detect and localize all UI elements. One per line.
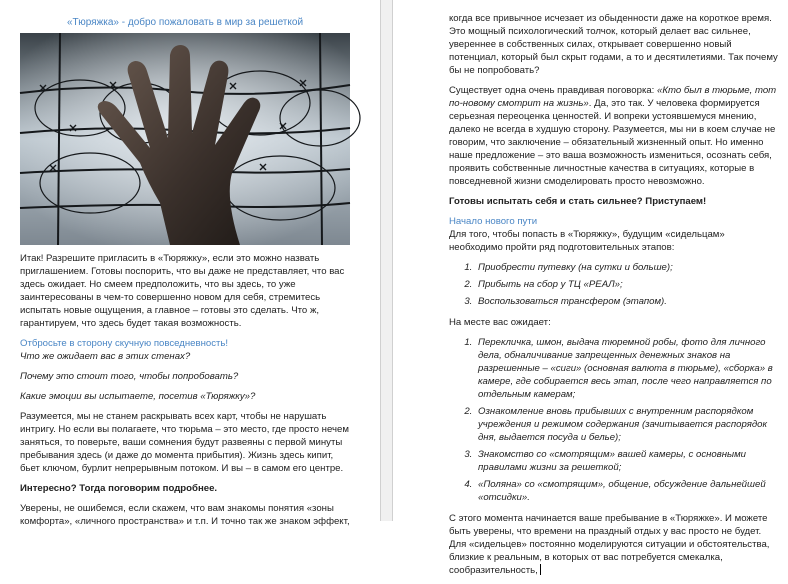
page-title: «Тюряжка» - добро пожаловать в мир за решеткой	[66, 17, 304, 28]
left-page	[0, 0, 380, 527]
steps-list	[449, 261, 781, 308]
bold-callout: Готовы испытать себя и стать сильнее? Приступаем!	[449, 196, 707, 207]
page-divider	[392, 0, 393, 521]
body-paragraph: Разумеется, мы не станем раскрывать всех карт, чтобы не нарушать интригу. Но если вы полагаете, что тюрьма – это место, где просто нечем заняться, то поверьте, ваши сомнения будут развеяны с первой минуты пребывания здесь (и даже до момента прибытия). Жизнь здесь кипит, бьет ключом, бурлит непрерывным потоком. И вы – в самом его центре.	[20, 411, 349, 474]
question-item: Почему это стоит того, чтобы попробовать?	[20, 371, 239, 382]
question-item: Что же ожидает вас в этих стенах?	[20, 351, 191, 362]
left-column-text	[20, 252, 350, 535]
proverb-paragraph: Существует одна очень правдивая поговорка: «Кто был в тюрьме, тот по-новому смотрит на жизнь». Да, это так. У человека формируется серьезная переоценка ценностей. И вопреки устоявшемуся мнению, далеко не всегда в худшую сторону. Разумеется, мы ни в коем случае не говорим, что заключение – обязательный жизненный опыт. Но именно наше предложение – это ваша возможность измениться, осознать себя, проявить собственные личностные качества в ситуациях, которые в повседневной жизни смоделировать просто невозможно.	[449, 85, 777, 187]
expectations-list	[449, 336, 781, 504]
question-item: Какие эмоции вы испытаете, посетив «Тюряжку»?	[20, 391, 256, 402]
intro-paragraph: Итак! Разрешите пригласить в «Тюряжку», если это можно назвать приглашением. Готовы поспорить, что вы даже не представляет, что вас здесь ожидает. Но смеем предположить, что вы здесь, то уже заинтересованы в чем-то совершенно новом для себя, стремитесь испытать новые ощущения, а главное – готовы это сделать. Что ж, гарантируем, что здесь будет такая возможность.	[20, 253, 345, 329]
list-item: 4. «Поляна» со «смотрящим», общение, обсуждение дальнейшей «отсидки».	[475, 478, 781, 504]
question-list	[20, 350, 350, 403]
body-paragraph[interactable]: С этого момента начинается ваше пребывание в «Тюряжке». И можете быть уверены, что времени на праздный отдых у вас просто не будет. Для «сидельцев» постоянно моделируются ситуации и обстоятельства, близкие к реальным, в которых от вас потребуется смекалка, сообразительность,	[449, 513, 770, 576]
body-paragraph: Уверены, не ошибемся, если скажем, что вам знакомы понятия «зоны комфорта», «личного пространства» и т.п. И точно так же знаком эффект,	[20, 503, 350, 527]
right-column-text	[449, 12, 781, 584]
hand-behind-barbed-wire-photo	[20, 33, 350, 245]
list-item: 3. Знакомство со «смотрящим» вашей камеры, с основными правилами жизни за решеткой;	[475, 448, 781, 474]
list-item: 1. Перекличка, шмон, выдача тюремной робы, фото для личного дела, обналичивание запрещенных денежных знаков на разрешенные – «сиги» (основная валюта в тюрьме), «сборка» в камере, где собирается весь этап, после чего направляется по отдельным камерам;	[475, 336, 781, 401]
page-gap	[381, 0, 392, 521]
text-cursor	[540, 564, 541, 575]
bold-callout: Интересно? Тогда поговорим подробнее.	[20, 483, 218, 494]
body-paragraph: когда все привычное исчезает из обыденности даже на короткое время. Это мощный психологический толчок, который делает вас сильнее, увереннее в собственных силах, открывает совершенно новый потенциал, который был скрыт годами, а то и десятилетиями. Так почему бы не попробовать?	[449, 13, 778, 76]
list-item: 2. Прибыть на сбор у ТЦ «РЕАЛ»;	[475, 278, 781, 291]
section-subheading: Начало нового пути	[449, 216, 538, 227]
list-item: 3. Воспользоваться трансфером (этапом).	[475, 295, 781, 308]
list-item: 1. Приобрести путевку (на сутки и больше);	[475, 261, 781, 274]
body-paragraph: Для того, чтобы попасть в «Тюряжку», будущим «сидельцам» необходимо пройти ряд подготовительных этапов:	[449, 229, 725, 253]
section-subheading: Отбросьте в сторону скучную повседневность!	[20, 338, 229, 349]
list-item: 2. Ознакомление вновь прибывших с внутренним распорядком учреждения и режимом содержания (зачитывается распорядок дня, выдается посуда и белье);	[475, 405, 781, 444]
body-paragraph: На месте вас ожидает:	[449, 317, 551, 328]
proverb-quote: «Кто был в тюрьме, тот по-новому смотрит на жизнь»	[449, 85, 777, 109]
